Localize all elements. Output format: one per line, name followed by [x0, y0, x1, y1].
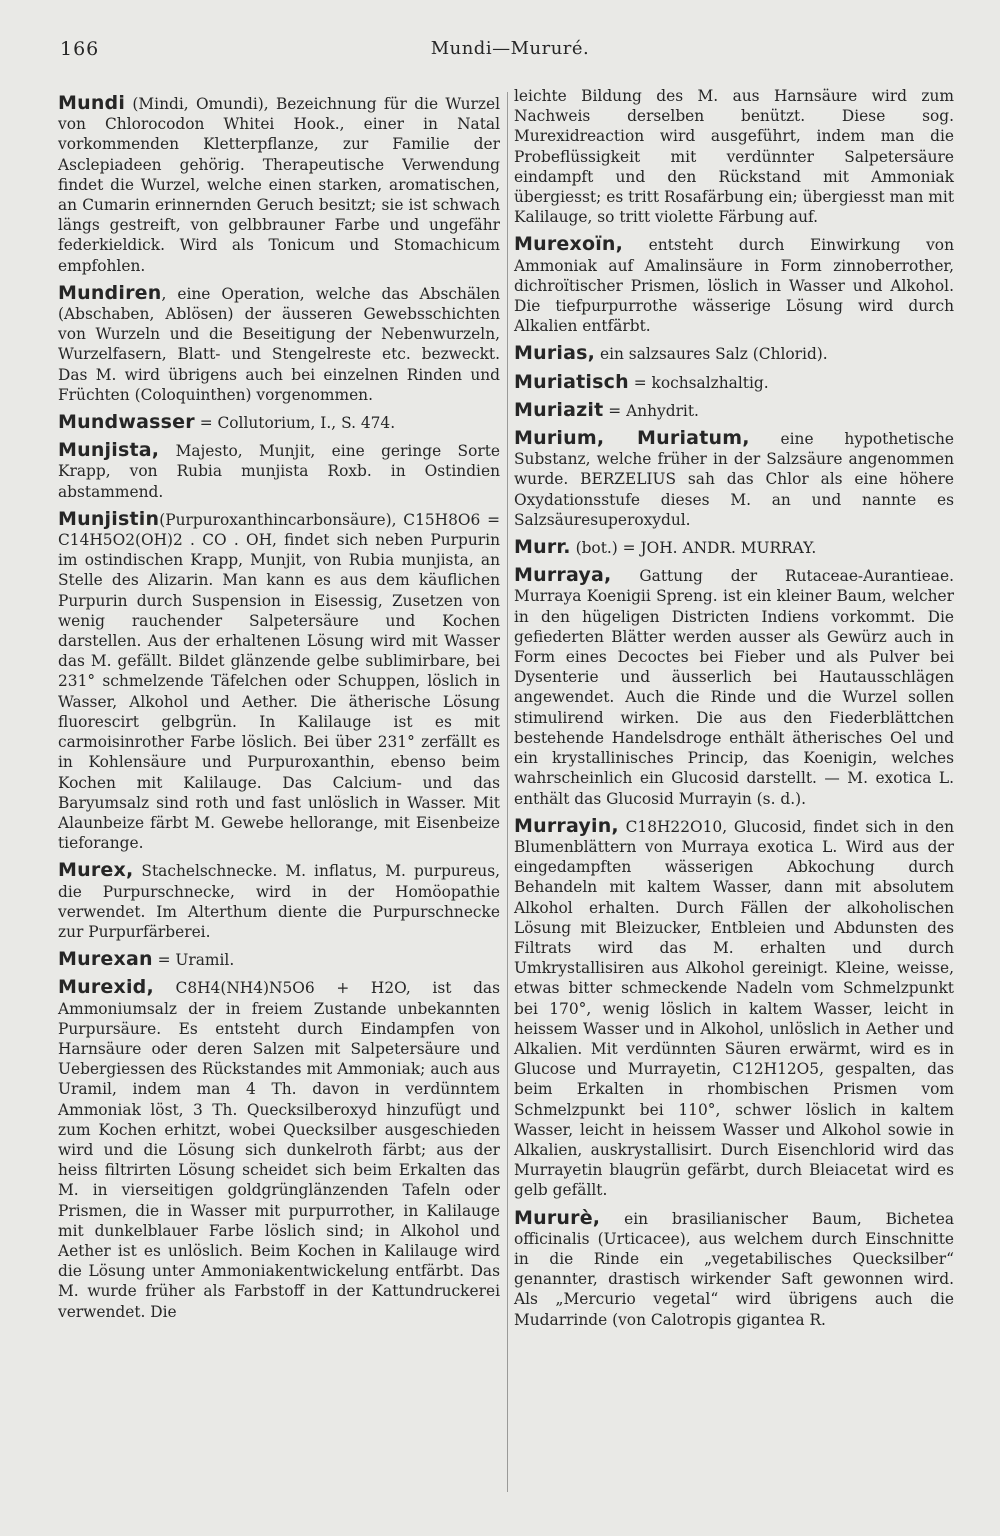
dictionary-entry: [514, 86, 954, 227]
entry-headword: Mundiren: [58, 281, 162, 304]
entry-headword: Mundwasser: [58, 411, 195, 434]
entry-text: Gattung der Rutaceae-Aurantieae. Murraya Koenigii Spreng. ist ein kleiner Baum, welcher in den hügeligen Districten Indiens vorkommt. Die gefiederten Blätter werden ausser als Gewürz auch in Form eines Decoctes bei Fieber und als Pulver bei Dysenterie und äusserlich bei Hautausschlägen angewendet. Auch die Rinde und die Wurzel sollen stimulirend wirken. Die aus den Fiederblättchen bestehende Handelsdroge enthält ätherisches Oel und ein krystallinisches Princip, das Koenigin, welches wahrscheinlich ein Glucosid darstellt. — M. exotica L. enthält das Glucosid Murrayin (s. d.).: [514, 567, 954, 808]
dictionary-entry: [514, 565, 954, 808]
dictionary-entry: [514, 428, 954, 530]
entry-headword: Murexid,: [58, 976, 154, 999]
dictionary-entry: [58, 949, 500, 970]
entry-headword: Murraya,: [514, 564, 612, 587]
page-number: 166: [60, 38, 100, 60]
dictionary-entry: [58, 977, 500, 1321]
entry-headword: Munjista,: [58, 439, 160, 462]
dictionary-entry: [514, 537, 954, 558]
entry-text: (bot.) = JOH. ANDR. MURRAY.: [570, 539, 817, 558]
dictionary-entry: [58, 440, 500, 502]
dictionary-entry: [514, 372, 954, 393]
entry-headword: Munjistin: [58, 507, 160, 530]
dictionary-entry: [58, 412, 500, 433]
entry-headword: Muriatisch: [514, 370, 629, 393]
entry-text: = Collutorium, I., S. 474.: [194, 414, 396, 433]
dictionary-entry: [514, 1208, 954, 1330]
dictionary-entry: [58, 283, 500, 405]
running-head: Mundi—Mururé.: [430, 38, 590, 59]
entry-headword: Murrayin,: [514, 814, 619, 837]
dictionary-entry: [514, 234, 954, 336]
entry-headword: Murium, Muriatum,: [514, 427, 750, 450]
dictionary-entry: [58, 93, 500, 276]
entry-headword: Murexoïn,: [514, 233, 624, 256]
entry-text: ein brasilianischer Baum, Bichetea officinalis (Urticacee), aus welchem durch Einschnitte in die Rinde ein „vegetabilisches Quecksilber“ genannter, drastisch wirkender Saft gewonnen wird. Als „Mercurio vegetal“ wird übrigens auch die Mudarrinde (von Calotropis gigantea R.: [514, 1209, 954, 1329]
entry-text: = kochsalzhaltig.: [628, 373, 769, 392]
entry-text: = Anhydrit.: [603, 401, 699, 420]
dictionary-entry: [58, 860, 500, 942]
entry-text: leichte Bildung des M. aus Harnsäure wird zum Nachweis derselben benützt. Diese sog. Murexidreaction wird ausgeführt, indem man die Probeflüssigkeit mit verdünnter Salpetersäure eindampft und den Rückstand mit Ammoniak übergiesst; es tritt Rosafärbung ein; übergiesst man mit Kalilauge, so tritt violette Färbung auf.: [514, 87, 954, 227]
column-divider: [507, 92, 508, 1492]
dictionary-entry: [514, 816, 954, 1201]
entry-text: C18H22O10, Glucosid, findet sich in den Blumenblättern von Murraya exotica L. Wird aus der eingedampften wässerigen Abkochung durch Behandeln mit kaltem Wasser, dann mit absolutem Alkohol erhalten. Durch Fällen der alkoholischen Lösung mit Bleizucker, Entbleien und Abdunsten des Filtrats wird das M. erhalten und durch Umkrystallisiren aus Alkohol gereinigt. Kleine, weisse, etwas bitter schmeckende Nadeln vom Schmelzpunkt bei 170°, wenig löslich in kaltem Wasser, leicht in heissem Wasser und in Alkohol, unlöslich in Aether und Alkalien. Mit verdünnten Säuren erwärmt, wird es in Glucose und Murrayetin, C12H12O5, gespalten, das beim Erkalten in rhombischen Prismen vom Schmelzpunkt bei 110°, schwer löslich in kaltem Wasser, leicht in heissem Wasser und Alkohol sowie in Alkalien, auskrystallisirt. Durch Eisenchlorid wird das Murrayetin blaugrün gefärbt, durch Bleiacetat wird es gelb gefällt.: [514, 817, 954, 1200]
entry-headword: Murexan: [58, 948, 153, 971]
entry-headword: Muriazit: [514, 398, 604, 421]
dictionary-entry: [58, 509, 500, 853]
entry-headword: Mundi: [58, 92, 126, 114]
entry-text: Stachelschnecke. M. inflatus, M. purpureus, die Purpurschnecke, wird in der Homöopathie verwendet. Im Alterthum diente die Purpurschnecke zur Purpurfärberei.: [58, 862, 500, 941]
entry-text: Majesto, Munjit, eine geringe Sorte Krapp, von Rubia munjista Roxb. in Ostindien abstammend.: [58, 442, 500, 501]
entry-text: (Purpuroxanthincarbonsäure), C15H8O6 = C14H5O2(OH)2 . CO . OH, findet sich neben Purpurin im ostindischen Krapp, Munjit, von Rubia munjista, an Stelle des Alizarin. Man kann es aus dem käuflichen Purpurin durch Suspension in Eisessig, Zusetzen von wenig rauchender Salpetersäure und Kochen darstellen. Aus der erhaltenen Lösung wird mit Wasser das M. gefällt. Bildet glänzende gelbe sublimirbare, bei 231° schmelzende Täfelchen oder Schuppen, löslich in Wasser, Alkohol und Aether. Die ätherische Lösung fluorescirt gelbgrün. In Kalilauge ist es mit carmoisinrother Farbe löslich. Bei über 231° zerfällt es in Kohlensäure und Purpuroxanthin, ebenso beim Kochen mit Kalilauge. Das Calcium- und das Baryumsalz sind roth und fast unlöslich in Wasser. Mit Alaunbeize färbt M. Gewebe hellorange, mit Eisenbeize tieforange.: [58, 510, 500, 853]
entry-text: C8H4(NH4)N5O6 + H2O, ist das Ammoniumsalz der in freiem Zustande unbekannten Purpursäure. Es entsteht durch Eindampfen von Harnsäure oder deren Salzen mit Salpetersäure und Uebergiessen des Rückstandes mit Ammoniak; auch aus Uramil, indem man 4 Th. davon in verdünntem Ammoniak löst, 3 Th. Quecksilberoxyd hinzufügt und zum Kochen erhitzt, wobei Quecksilber ausgeschieden wird und die Lösung sich dunkelroth färbt; aus der heiss filtrirten Lösung scheidet sich beim Erkalten das M. in vierseitigen goldgrünglänzenden Tafeln oder Prismen, die in Wasser mit purpurrother, in Kalilauge mit dunkelblauer Farbe löslich sind; in Alkohol und Aether ist es unlöslich. Beim Kochen in Kalilauge wird die Lösung unter Ammoniakentwickelung entfärbt. Das M. wurde früher als Farbstoff in der Kattundruckerei verwendet. Die: [58, 979, 500, 1321]
right-column: [514, 86, 954, 1335]
entry-headword: Murex,: [58, 859, 134, 882]
dictionary-entry: [514, 400, 954, 421]
entry-headword: Murr.: [514, 536, 571, 559]
entry-text: entsteht durch Einwirkung von Ammoniak auf Amalinsäure in Form zinnoberrother, dichroïtischer Prismen, löslich in Wasser und Alkohol. Die tiefpurpurrothe wässerige Lösung wird durch Alkalien entfärbt.: [514, 236, 954, 336]
page-header: [60, 38, 960, 66]
entry-headword: Mururè,: [514, 1206, 601, 1229]
dictionary-entry: [514, 343, 954, 364]
entry-text: = Uramil.: [152, 951, 235, 970]
left-column: [58, 86, 500, 1327]
entry-text: , eine Operation, welche das Abschälen (Abschaben, Ablösen) der äusseren Gewebsschichten von Wurzeln und die Beseitigung der Nebenwurzeln, Wurzelfasern, Blatt- und Stengelreste etc. bezweckt. Das M. wird übrigens auch bei einzelnen Rinden und Früchten (Coloquinthen) vorgenommen.: [58, 284, 500, 404]
entry-text: eine hypothetische Substanz, welche früher in der Salzsäure angenommen wurde. BERZELIUS sah das Chlor als eine höhere Oxydationsstufe dieses M. an und nannte es Salzsäuresuperoxydul.: [514, 430, 954, 529]
entry-text: (Mindi, Omundi), Bezeichnung für die Wurzel von Chlorocodon Whitei Hook., einer in Natal vorkommenden Kletterpflanze, zur Familie der Asclepiadeen gehörig. Therapeutische Verwendung findet die Wurzel, welche einen starken, aromatischen, an Cumarin erinnernden Geruch besitzt; sie ist schwach längs gestreift, von gelbbrauner Farbe und ungefähr federkieldick. Wird als Tonicum und Stomachicum empfohlen.: [58, 95, 500, 275]
entry-text: ein salzsaures Salz (Chlorid).: [595, 345, 828, 364]
entry-headword: Murias,: [514, 342, 596, 365]
